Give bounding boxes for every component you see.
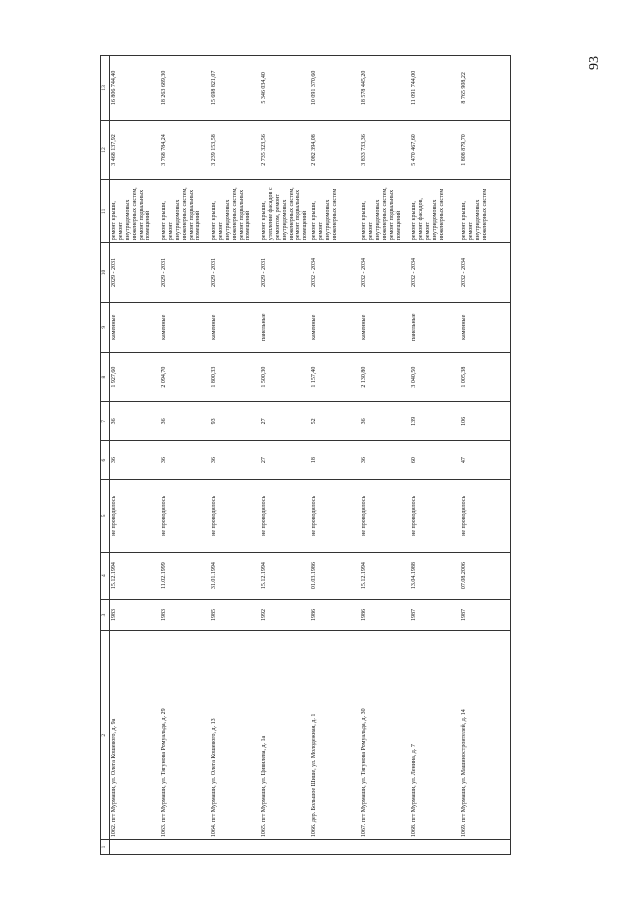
total-cell: 18 263 689,30 <box>160 56 210 121</box>
year-cell: 1983 <box>110 599 161 631</box>
col6-cell: 36 <box>110 441 161 480</box>
table-row <box>260 56 310 855</box>
landscape-sheet <box>100 55 540 855</box>
total-cell: 5 346 034,40 <box>260 56 310 121</box>
date-cell: 31.01.1994 <box>210 552 260 599</box>
table-row <box>210 56 260 855</box>
period-cell: 2032 - 2034 <box>460 243 511 303</box>
header-cell: 13 <box>101 56 110 121</box>
work-cell: ремонт крыши, ремонт внутридомовых инженерных систем <box>310 180 360 243</box>
col6-cell: 18 <box>310 441 360 480</box>
cost-cell: 2 735 323,56 <box>260 120 310 180</box>
col6-cell: 47 <box>460 441 511 480</box>
area-cell: 1 927,60 <box>110 352 161 402</box>
address-cell: 1064. пгт Мурмаши, ул. Олега Кошевого, д. 13 <box>210 631 260 840</box>
cost-cell: 3 833 733,36 <box>360 120 410 180</box>
table-row <box>310 56 360 855</box>
col7-cell: 36 <box>360 402 410 441</box>
material-cell: каменные <box>460 302 511 352</box>
total-cell: 10 091 370,60 <box>310 56 360 121</box>
area-cell: 1 005,38 <box>460 352 511 402</box>
period-cell: 2032 - 2034 <box>310 243 360 303</box>
area-cell: 2 130,80 <box>360 352 410 402</box>
header-cell: 12 <box>101 120 110 180</box>
material-cell: каменные <box>210 302 260 352</box>
area-cell: 3 040,50 <box>410 352 460 402</box>
header-cell: 3 <box>101 599 110 631</box>
inspection-cell: не проводилось <box>260 479 310 552</box>
header-cell: 1 <box>101 840 110 855</box>
inspection-cell: не проводилось <box>460 479 511 552</box>
row-index-cell <box>260 840 310 855</box>
col7-cell: 106 <box>460 402 511 441</box>
total-cell: 18 578 445,20 <box>360 56 410 121</box>
period-cell: 2029 - 2031 <box>210 243 260 303</box>
cost-cell: 5 470 467,60 <box>410 120 460 180</box>
header-cell: 7 <box>101 402 110 441</box>
row-index-cell <box>410 840 460 855</box>
date-cell: 15.12.1994 <box>260 552 310 599</box>
header-cell: 9 <box>101 302 110 352</box>
table-row <box>410 56 460 855</box>
total-cell: 11 091 744,00 <box>410 56 460 121</box>
area-cell: 2 094,70 <box>160 352 210 402</box>
col7-cell: 36 <box>160 402 210 441</box>
col7-cell: 52 <box>310 402 360 441</box>
col6-cell: 36 <box>360 441 410 480</box>
work-cell: ремонт крыши, ремонт внутридомовых инженерных систем, ремонт подвальных помещений <box>160 180 210 243</box>
material-cell: каменные <box>360 302 410 352</box>
inspection-cell: не проводилось <box>360 479 410 552</box>
row-index-cell <box>210 840 260 855</box>
address-cell: 1063. пгт Мурмаши, ул. Тягунова Ромуальда, д. 29 <box>160 631 210 840</box>
header-cell: 10 <box>101 243 110 303</box>
date-cell: 11.02.1999 <box>160 552 210 599</box>
row-index-cell <box>460 840 511 855</box>
address-cell: 1069. пгт Мурмаши, ул. Машиностроителей, д. 14 <box>460 631 511 840</box>
year-cell: 1985 <box>210 599 260 631</box>
inspection-cell: не проводилось <box>160 479 210 552</box>
year-cell: 1983 <box>160 599 210 631</box>
row-index-cell <box>310 840 360 855</box>
col6-cell: 60 <box>410 441 460 480</box>
period-cell: 2029 - 2031 <box>160 243 210 303</box>
header-row <box>101 56 110 855</box>
year-cell: 1987 <box>460 599 511 631</box>
header-cell: 5 <box>101 479 110 552</box>
table-row <box>460 56 511 855</box>
row-index-cell <box>160 840 210 855</box>
year-cell: 1986 <box>360 599 410 631</box>
work-cell: ремонт крыши, ремонт внутридомовых инженерных систем <box>460 180 511 243</box>
year-cell: 1987 <box>410 599 460 631</box>
work-cell: ремонт крыши, утепление фасадов с ремонтом, ремонт внутридомовых инженерных систем, ремонт подвальных помещений <box>260 180 310 243</box>
material-cell: панельные <box>410 302 460 352</box>
col7-cell: 27 <box>260 402 310 441</box>
inspection-cell: не проводилось <box>410 479 460 552</box>
address-cell: 1068. пгт Мурмаши, ул. Ленина, д. 7 <box>410 631 460 840</box>
date-cell: 15.12.1994 <box>360 552 410 599</box>
year-cell: 1986 <box>310 599 360 631</box>
period-cell: 2029 - 2031 <box>110 243 161 303</box>
address-cell: 1066. дер. Большое Шише, ул. Молодежная, д. 1 <box>310 631 360 840</box>
col6-cell: 36 <box>160 441 210 480</box>
housing-table <box>100 55 511 855</box>
material-cell: каменные <box>160 302 210 352</box>
date-cell: 15.12.1994 <box>110 552 161 599</box>
row-index-cell <box>360 840 410 855</box>
total-cell: 16 806 744,40 <box>110 56 161 121</box>
row-index-cell <box>110 840 161 855</box>
work-cell: ремонт крыши, ремонт внутридомовых инженерных систем, ремонт подвальных помещений <box>210 180 260 243</box>
page-number: 93 <box>587 56 602 70</box>
col6-cell: 27 <box>260 441 310 480</box>
inspection-cell: не проводилось <box>310 479 360 552</box>
address-cell: 1065. пгт Мурмаши, ул. Цивилева, д. 1а <box>260 631 310 840</box>
year-cell: 1992 <box>260 599 310 631</box>
cost-cell: 1 808 879,70 <box>460 120 511 180</box>
col6-cell: 36 <box>210 441 260 480</box>
total-cell: 15 698 821,07 <box>210 56 260 121</box>
cost-cell: 2 082 394,08 <box>310 120 360 180</box>
cost-cell: 3 468 137,92 <box>110 120 161 180</box>
header-cell: 6 <box>101 441 110 480</box>
period-cell: 2032 - 2034 <box>360 243 410 303</box>
table-row <box>360 56 410 855</box>
period-cell: 2032 - 2034 <box>410 243 460 303</box>
work-cell: ремонт крыши, ремонт фасадов, ремонт внутридомовых инженерных систем <box>410 180 460 243</box>
header-cell: 4 <box>101 552 110 599</box>
material-cell: каменные <box>110 302 161 352</box>
col7-cell: 93 <box>210 402 260 441</box>
work-cell: ремонт крыши, ремонт внутридомовых инженерных систем, ремонт подвальных помещений <box>110 180 161 243</box>
area-cell: 1 157,40 <box>310 352 360 402</box>
address-cell: 1062. пгт Мурмаши, ул. Олега Кошевого, д. 9а <box>110 631 161 840</box>
work-cell: ремонт крыши, ремонт внутридомовых инженерных систем, ремонт подвальных помещений <box>360 180 410 243</box>
date-cell: 01.03.1986 <box>310 552 360 599</box>
inspection-cell: не проводилось <box>210 479 260 552</box>
col7-cell: 36 <box>110 402 161 441</box>
date-cell: 07.08.2006 <box>460 552 511 599</box>
table-row <box>110 56 161 855</box>
address-cell: 1067. пгт Мурмаши, ул. Тягунова Ромуальда, д. 30 <box>360 631 410 840</box>
inspection-cell: не проводилось <box>110 479 161 552</box>
cost-cell: 3 239 153,58 <box>210 120 260 180</box>
material-cell: панельные <box>260 302 310 352</box>
table-row <box>160 56 210 855</box>
total-cell: 8 765 908,22 <box>460 56 511 121</box>
area-cell: 1 500,30 <box>260 352 310 402</box>
area-cell: 1 800,33 <box>210 352 260 402</box>
header-cell: 8 <box>101 352 110 402</box>
material-cell: каменные <box>310 302 360 352</box>
header-cell: 11 <box>101 180 110 243</box>
cost-cell: 3 768 784,24 <box>160 120 210 180</box>
date-cell: 13.04.1988 <box>410 552 460 599</box>
period-cell: 2029 - 2031 <box>260 243 310 303</box>
col7-cell: 139 <box>410 402 460 441</box>
header-cell: 2 <box>101 631 110 840</box>
